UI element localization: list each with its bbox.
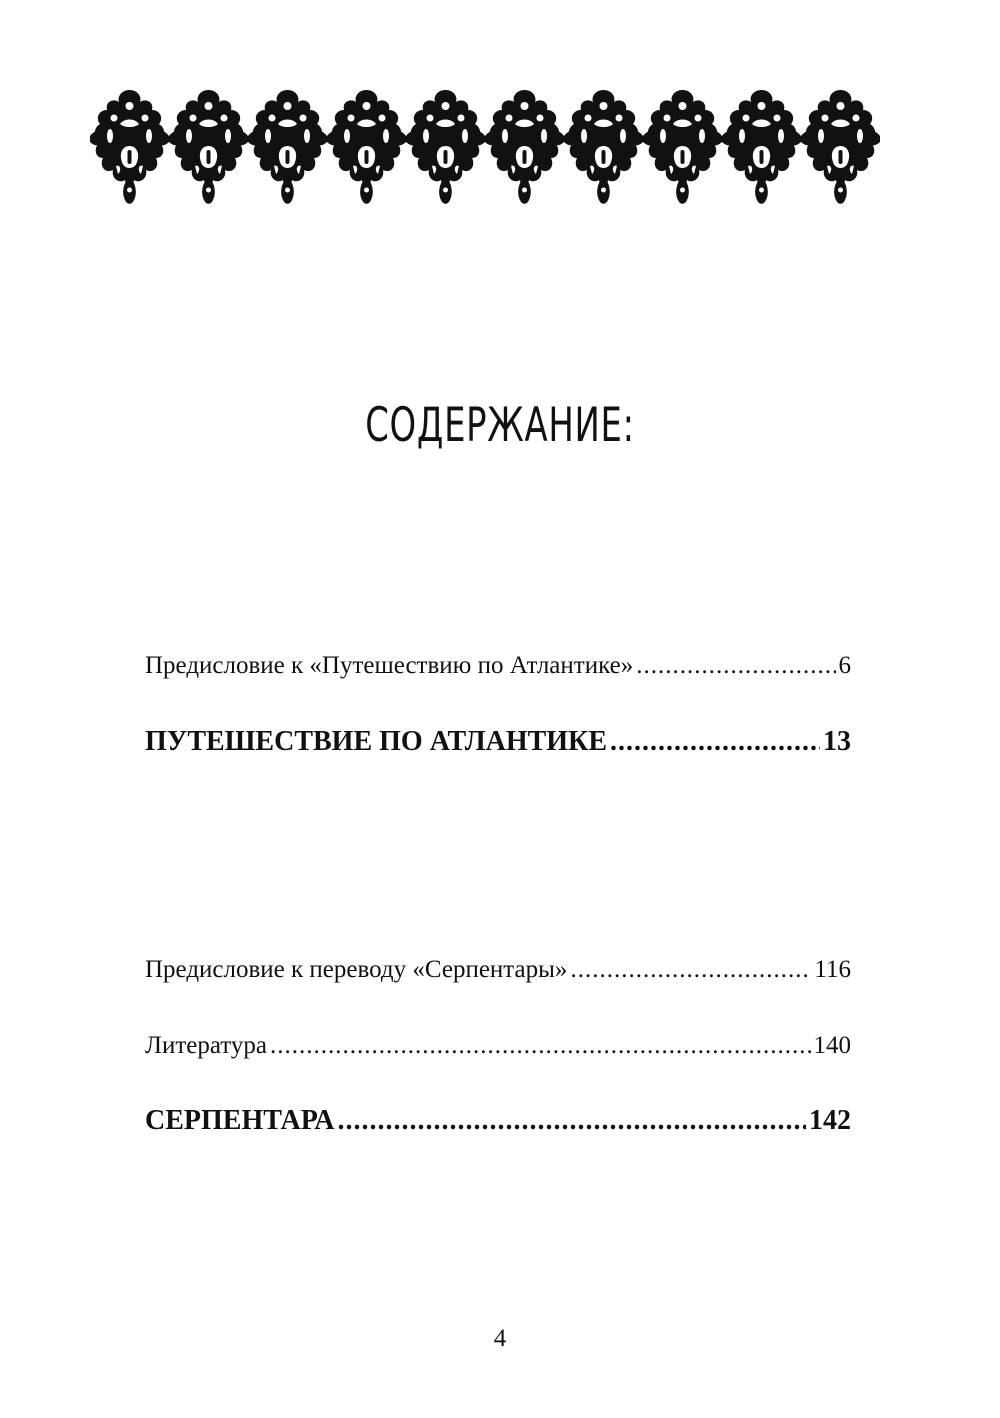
toc-leader-dots bbox=[636, 652, 835, 680]
toc-leader-dots bbox=[270, 1032, 811, 1060]
toc-entry-title: СЕРПЕНТАРА bbox=[145, 1105, 335, 1136]
toc-entry-page: 142 bbox=[809, 1105, 851, 1136]
toc-entry-atlantic-journey[interactable] bbox=[145, 726, 851, 758]
toc-entry-serpentara[interactable] bbox=[145, 1105, 851, 1137]
toc-entry-page: 6 bbox=[838, 652, 851, 679]
toc-entry-page: 116 bbox=[814, 956, 851, 983]
toc-entry-literature[interactable] bbox=[145, 1032, 851, 1060]
toc-leader-dots bbox=[610, 726, 820, 758]
toc-entry-page: 13 bbox=[823, 726, 851, 757]
toc-entry-title: Предисловие к «Путешествию по Атлантике» bbox=[145, 652, 634, 679]
toc-leader-dots bbox=[337, 1105, 806, 1137]
toc-leader-dots bbox=[570, 956, 811, 984]
toc-entry-serpentara-preface[interactable] bbox=[145, 956, 851, 984]
toc-entry-title: Литература bbox=[145, 1032, 267, 1059]
decorative-ornament-band bbox=[90, 84, 880, 208]
toc-entry-atlantic-preface[interactable] bbox=[145, 652, 851, 680]
toc-entry-page: 140 bbox=[813, 1032, 851, 1059]
page-number: 4 bbox=[493, 1325, 507, 1352]
toc-entry-title: ПУТЕШЕСТВИЕ ПО АТЛАНТИКЕ bbox=[145, 726, 608, 757]
page-title: СОДЕРЖАНИЕ: bbox=[365, 398, 635, 453]
toc-entry-title: Предисловие к переводу «Серпентары» bbox=[145, 956, 568, 983]
